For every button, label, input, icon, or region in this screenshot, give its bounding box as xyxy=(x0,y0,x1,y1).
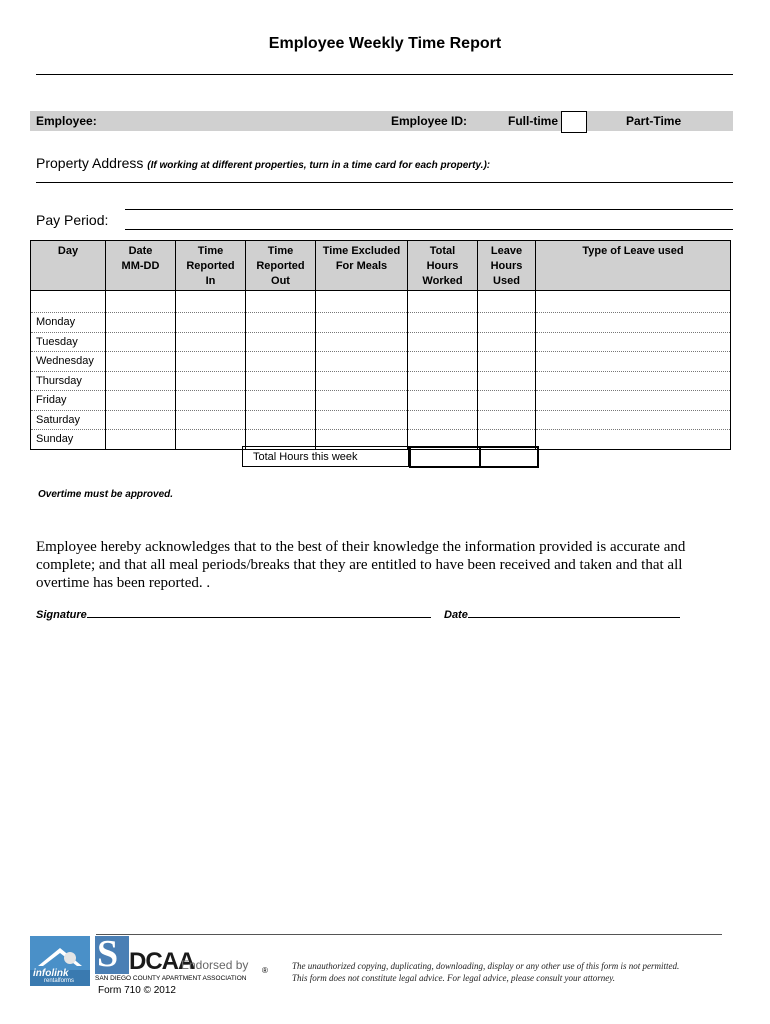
date-cell[interactable] xyxy=(106,371,176,391)
sdcaa-s-letter: S xyxy=(97,933,119,975)
employee-label: Employee: xyxy=(36,114,97,128)
table-row xyxy=(31,332,731,352)
time-in-cell[interactable] xyxy=(176,291,246,313)
leave-type-cell[interactable] xyxy=(536,332,731,352)
total-hours-label: Total Hours this week xyxy=(242,446,409,467)
parttime-label: Part-Time xyxy=(626,114,682,128)
meal-cell[interactable] xyxy=(316,391,408,411)
total-cell[interactable] xyxy=(408,313,478,333)
total-cell[interactable] xyxy=(408,352,478,372)
time-in-cell[interactable] xyxy=(176,391,246,411)
leave-type-cell[interactable] xyxy=(536,313,731,333)
infolink-text: infolink xyxy=(33,968,69,979)
table-row xyxy=(31,313,731,333)
legal-notice-line-2: This form does not constitute legal advice. For legal advice, please consult your attorney. xyxy=(292,973,615,983)
total-cell[interactable] xyxy=(408,410,478,430)
infolink-logo xyxy=(30,936,90,986)
property-address xyxy=(36,155,490,171)
day-cell: Sunday xyxy=(31,430,106,450)
table-row xyxy=(31,391,731,411)
table-row xyxy=(31,352,731,372)
time-in-cell[interactable] xyxy=(176,371,246,391)
legal-notice-line-1: The unauthorized copying, duplicating, downloading, display or any other use of this form is not permitted. xyxy=(292,961,680,971)
leave-hours-cell[interactable] xyxy=(478,332,536,352)
property-address-note: (If working at different properties, turn in a time card for each property.): xyxy=(147,160,491,171)
time-out-cell[interactable] xyxy=(246,352,316,372)
pay-period-line[interactable] xyxy=(125,209,733,210)
leave-type-cell[interactable] xyxy=(536,391,731,411)
total-hours-worked-box[interactable] xyxy=(409,446,481,468)
total-cell[interactable] xyxy=(408,291,478,313)
day-cell xyxy=(31,291,106,313)
header-time-excluded: Time Excluded For Meals xyxy=(316,241,408,291)
day-cell: Monday xyxy=(31,313,106,333)
leave-hours-cell[interactable] xyxy=(478,352,536,372)
signature-line[interactable] xyxy=(87,606,431,618)
time-table xyxy=(30,240,731,450)
leave-hours-cell[interactable] xyxy=(478,410,536,430)
day-cell: Tuesday xyxy=(31,332,106,352)
time-in-cell[interactable] xyxy=(176,332,246,352)
property-address-label: Property Address xyxy=(36,155,144,171)
fulltime-label: Full-time xyxy=(508,114,558,128)
endorsed-by-text: Endorsed by xyxy=(181,958,249,972)
date-cell[interactable] xyxy=(106,410,176,430)
time-out-cell[interactable] xyxy=(246,371,316,391)
acknowledgement-text: Employee hereby acknowledges that to the best of their knowledge the information provided is accurate and complete; and that all meal periods/breaks that they are entitled to have been received and taken and that all overtime has been reported. . xyxy=(36,539,686,591)
time-out-cell[interactable] xyxy=(246,410,316,430)
leave-type-cell[interactable] xyxy=(536,371,731,391)
page-title: Employee Weekly Time Report xyxy=(268,35,502,52)
leave-type-cell[interactable] xyxy=(536,410,731,430)
meal-cell[interactable] xyxy=(316,313,408,333)
property-address-line[interactable] xyxy=(36,182,733,183)
date-cell[interactable] xyxy=(106,332,176,352)
title-divider xyxy=(36,74,733,75)
total-leave-hours-box[interactable] xyxy=(479,446,539,468)
header-time-in: Time Reported In xyxy=(176,241,246,291)
time-in-cell[interactable] xyxy=(176,410,246,430)
time-out-cell[interactable] xyxy=(246,391,316,411)
date-cell[interactable] xyxy=(106,313,176,333)
pay-period-label: Pay Period: xyxy=(36,212,109,228)
day-cell: Friday xyxy=(31,391,106,411)
meal-cell[interactable] xyxy=(316,291,408,313)
table-header-row xyxy=(31,241,731,291)
leave-hours-cell[interactable] xyxy=(478,371,536,391)
form-number: Form 710 © 2012 xyxy=(98,985,176,996)
leave-type-cell[interactable] xyxy=(536,352,731,372)
header-leave-type: Type of Leave used xyxy=(536,241,731,291)
total-cell[interactable] xyxy=(408,371,478,391)
footer-divider xyxy=(96,934,722,935)
employee-id-label: Employee ID: xyxy=(391,114,468,128)
day-cell: Thursday xyxy=(31,371,106,391)
time-out-cell[interactable] xyxy=(246,313,316,333)
header-leave-hours: Leave Hours Used xyxy=(478,241,536,291)
infolink-subtext: rentalforms xyxy=(44,978,75,984)
header-day: Day xyxy=(31,241,106,291)
legal-notice xyxy=(292,960,679,984)
header-total-hours: Total Hours Worked xyxy=(408,241,478,291)
table-row xyxy=(31,291,731,313)
time-out-cell[interactable] xyxy=(246,332,316,352)
time-in-cell[interactable] xyxy=(176,430,246,450)
leave-hours-cell[interactable] xyxy=(478,391,536,411)
meal-cell[interactable] xyxy=(316,371,408,391)
meal-cell[interactable] xyxy=(316,410,408,430)
total-cell[interactable] xyxy=(408,332,478,352)
header-date: Date MM-DD xyxy=(106,241,176,291)
date-label: Date xyxy=(444,609,468,621)
leave-type-cell[interactable] xyxy=(536,291,731,313)
date-cell[interactable] xyxy=(106,352,176,372)
table-row xyxy=(31,410,731,430)
overtime-note: Overtime must be approved. xyxy=(38,489,174,500)
leave-hours-cell[interactable] xyxy=(478,291,536,313)
leave-type-cell[interactable] xyxy=(536,430,731,450)
date-line[interactable] xyxy=(468,606,680,618)
pay-period-field[interactable] xyxy=(125,229,733,230)
total-cell[interactable] xyxy=(408,391,478,411)
sdcaa-full-name: SAN DIEGO COUNTY APARTMENT ASSOCIATION xyxy=(95,975,247,982)
day-cell: Wednesday xyxy=(31,352,106,372)
registered-mark: ® xyxy=(262,966,268,975)
time-in-cell[interactable] xyxy=(176,352,246,372)
leave-hours-cell[interactable] xyxy=(478,313,536,333)
date-field[interactable] xyxy=(444,606,680,621)
date-cell[interactable] xyxy=(106,391,176,411)
signature-field[interactable] xyxy=(36,606,431,621)
date-cell[interactable] xyxy=(106,291,176,313)
day-cell: Saturday xyxy=(31,410,106,430)
header-time-out: Time Reported Out xyxy=(246,241,316,291)
fulltime-checkbox[interactable] xyxy=(561,111,587,133)
time-out-cell[interactable] xyxy=(246,291,316,313)
meal-cell[interactable] xyxy=(316,352,408,372)
table-row xyxy=(31,371,731,391)
meal-cell[interactable] xyxy=(316,332,408,352)
signature-label: Signature xyxy=(36,609,87,621)
sdcaa-text: DCAA xyxy=(129,948,195,975)
date-cell[interactable] xyxy=(106,430,176,450)
time-in-cell[interactable] xyxy=(176,313,246,333)
